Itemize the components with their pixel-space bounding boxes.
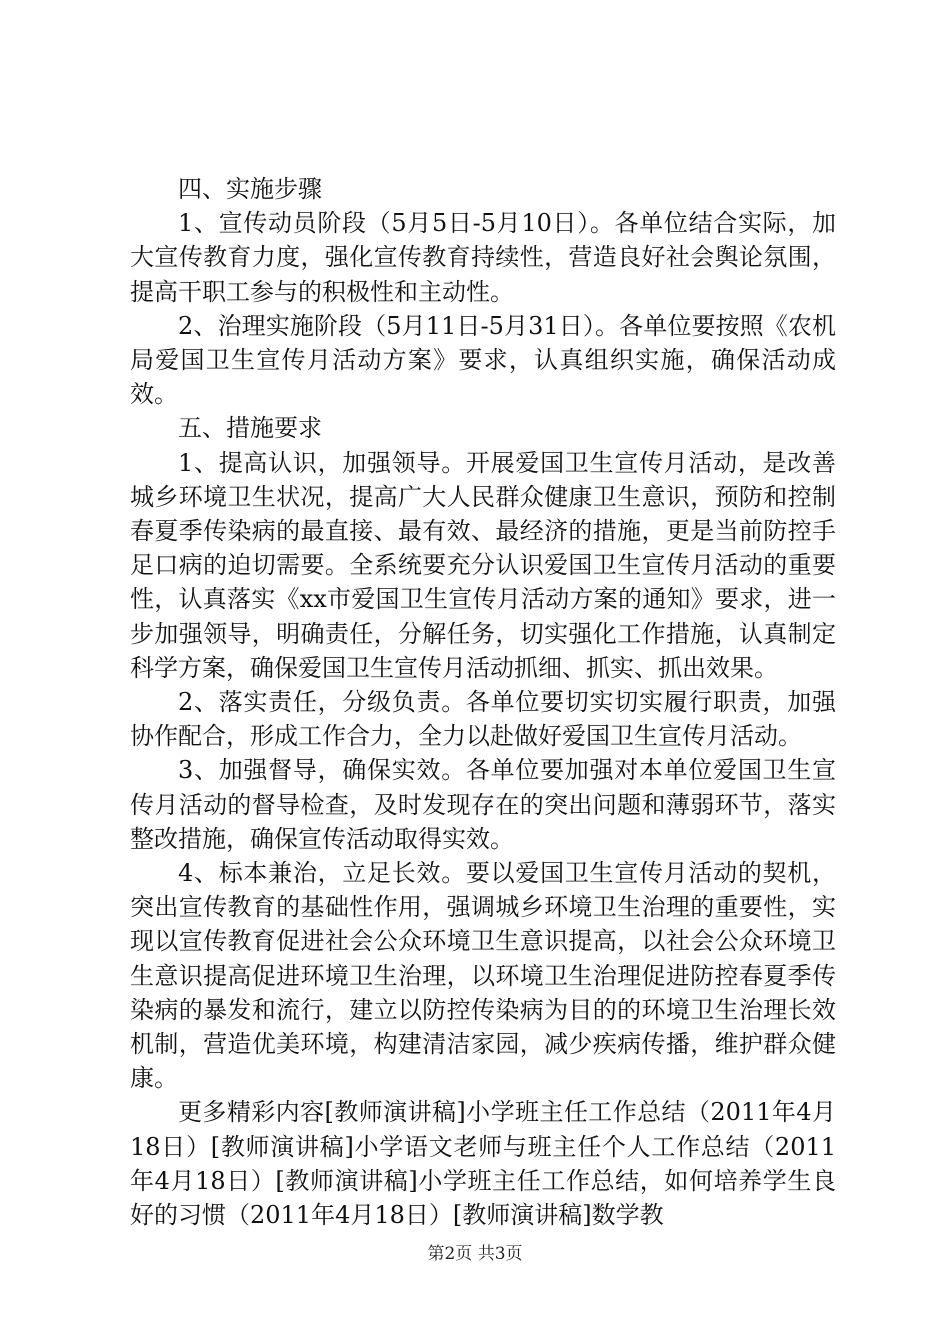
paragraph-measure-2: 2、落实责任，分级负责。各单位要切实切实履行职责，加强协作配合，形成工作合力，全力以赴做好爱国卫生宣传月活动。 — [130, 688, 836, 751]
paragraph-publicity-stage: 1、宣传动员阶段（5月5日-5月10日）。各单位结合实际，加大宣传教育力度，强化宣传教育持续性，营造良好社会舆论氛围，提高干职工参与的积极性和主动性。 — [130, 209, 836, 306]
paragraph-measure-3: 3、加强督导，确保实效。各单位要加强对本单位爱国卫生宣传月活动的督导检查，及时发现存在的突出问题和薄弱环节，落实整改措施，确保宣传活动取得实效。 — [130, 756, 836, 853]
paragraph-measure-4: 4、标本兼治，立足长效。要以爱国卫生宣传月活动的契机，突出宣传教育的基础性作用，强调城乡环境卫生治理的重要性，实现以宣传教育促进社会公众环境卫生意识提高，以社会公众环境卫生意识提高促进环境卫生治理，以环境卫生治理促进防控春夏季传染病的暴发和流行，建立以防控传染病为目的的环境卫生治理长效机制，营造优美环境，构建清洁家园，减少疾病传播，维护群众健康。 — [130, 859, 836, 1093]
paragraph-measure-1: 1、提高认识，加强领导。开展爱国卫生宣传月活动，是改善城乡环境卫生状况，提高广大人民群众健康卫生意识，预防和控制春夏季传染病的最直接、最有效、最经济的措施，更是当前防控手足口病的迫切需要。全系统要充分认识爱国卫生宣传月活动的重要性，认真落实《xx市爱国卫生宣传月活动方案的通知》要求，进一步加强领导，明确责任，分解任务，切实强化工作措施，认真制定科学方案，确保爱国卫生宣传月活动抓细、抓实、抓出效果。 — [130, 448, 836, 682]
document-body — [130, 172, 836, 1232]
page-footer: 第2页 共3页 — [427, 1244, 523, 1264]
section-heading-measures: 五、措施要求 — [178, 414, 322, 443]
paragraph-governance-stage: 2、治理实施阶段（5月11日-5月31日）。各单位要按照《农机局爱国卫生宣传月活动方案》要求，认真组织实施，确保活动成效。 — [130, 311, 836, 409]
paragraph-more-content: 更多精彩内容[教师演讲稿]小学班主任工作总结（2011年4月18日）[教师演讲稿]小学语文老师与班主任个人工作总结（2011年4月18日）[教师演讲稿]小学班主任工作总结，如何培养学生良好的习惯（2011年4月18日）[教师演讲稿]数学教 — [130, 1098, 836, 1230]
section-heading-implementation-steps: 四、实施步骤 — [178, 175, 322, 203]
